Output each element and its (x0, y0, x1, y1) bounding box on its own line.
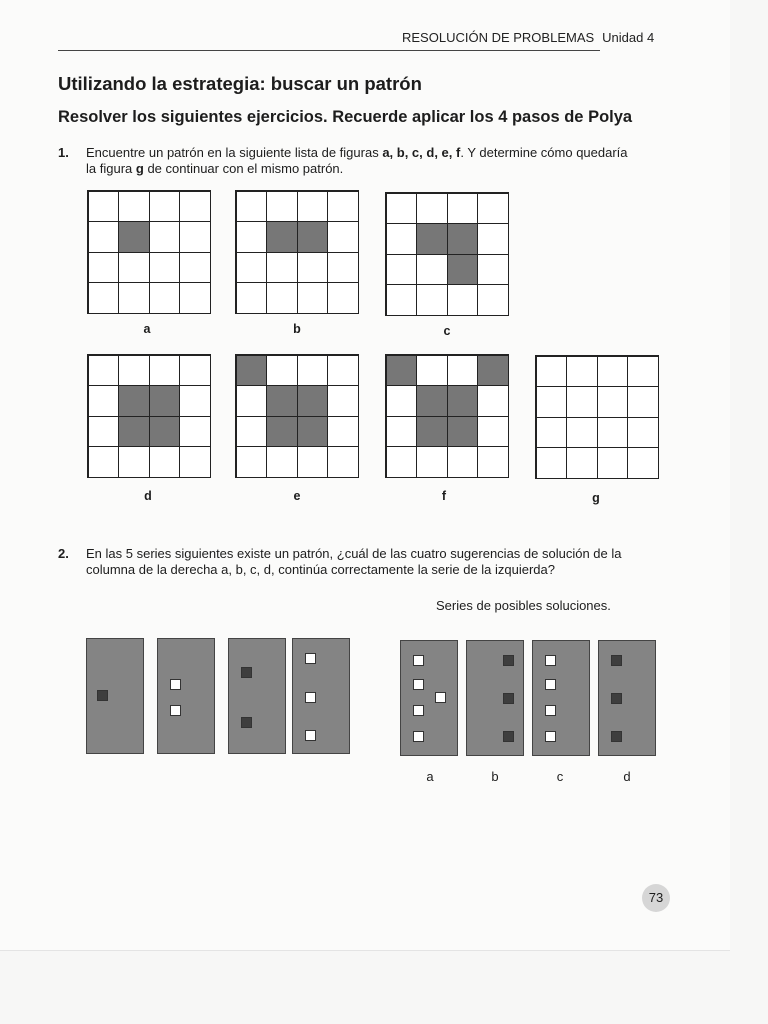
series-rect-1 (86, 638, 144, 754)
grid-cell (327, 416, 359, 448)
q2-number: 2. (58, 546, 69, 561)
header-section: RESOLUCIÓN DE PROBLEMAS (402, 30, 595, 45)
grid-cell (597, 356, 629, 388)
grid-cell (266, 282, 298, 314)
grid-cell (88, 221, 120, 253)
grid-cell (149, 355, 181, 387)
grid-cell-filled (118, 221, 150, 253)
white-square (545, 679, 556, 690)
dark-square (611, 655, 622, 666)
q1-text (86, 145, 676, 177)
grid-cell (179, 355, 211, 387)
grid-cell (149, 446, 181, 478)
dark-square (503, 655, 514, 666)
grid-cell (386, 385, 418, 417)
q1-text-g: g (135, 161, 144, 176)
grid-cell (149, 282, 181, 314)
grid-label-f: f (441, 489, 447, 503)
grid-cell (447, 193, 479, 225)
grid-cell (236, 282, 268, 314)
grid-cell-filled (386, 355, 418, 387)
grid-cell (627, 356, 659, 388)
pattern-grid-b (235, 190, 359, 314)
grid-cell (179, 191, 211, 223)
header-rule (58, 50, 600, 51)
white-square (413, 705, 424, 716)
grid-cell (386, 193, 418, 225)
solution-label-d: d (623, 769, 631, 784)
running-header (402, 30, 654, 45)
grid-cell-filled (266, 221, 298, 253)
grid-cell (536, 386, 568, 418)
grid-cell (236, 416, 268, 448)
solution-rect-a (400, 640, 458, 756)
grid-cell (236, 446, 268, 478)
q1-text-a: Encuentre un patrón en la siguiente lista de figuras (86, 145, 383, 160)
grid-cell (179, 252, 211, 284)
page-number: 73 (642, 884, 670, 912)
grid-cell (327, 282, 359, 314)
dark-square (503, 693, 514, 704)
grid-cell (88, 416, 120, 448)
grid-cell (88, 385, 120, 417)
pattern-grid-c (385, 192, 509, 316)
q1-text-c: la figura (86, 161, 136, 176)
grid-cell (566, 356, 598, 388)
dark-square (611, 731, 622, 742)
grid-cell-filled (149, 416, 181, 448)
pattern-grid-d (87, 354, 211, 478)
q2-line1: En las 5 series siguientes existe un patrón, ¿cuál de las cuatro sugerencias de solución de la (86, 546, 622, 561)
series-rect-2 (157, 638, 215, 754)
grid-cell (416, 446, 448, 478)
grid-cell (327, 385, 359, 417)
grid-cell (627, 447, 659, 479)
grid-cell (536, 356, 568, 388)
q1-text-d: de continuar con el mismo patrón. (143, 161, 344, 176)
grid-cell-filled (118, 416, 150, 448)
white-square (545, 705, 556, 716)
white-square (435, 692, 446, 703)
grid-cell (179, 221, 211, 253)
grid-cell (597, 417, 629, 449)
white-square (305, 692, 316, 703)
white-square (170, 705, 181, 716)
grid-label-a: a (143, 322, 151, 336)
grid-cell (416, 193, 448, 225)
grid-cell-filled (118, 385, 150, 417)
grid-cell (236, 221, 268, 253)
grid-cell (447, 446, 479, 478)
grid-cell (327, 221, 359, 253)
grid-cell (266, 355, 298, 387)
grid-cell (566, 447, 598, 479)
grid-cell-filled (266, 385, 298, 417)
grid-cell-filled (416, 416, 448, 448)
solutions-caption: Series de posibles soluciones. (436, 598, 611, 613)
grid-cell-filled (236, 355, 268, 387)
grid-cell (236, 385, 268, 417)
q1-text-bold: a, b, c, d, e, f (382, 145, 461, 160)
grid-cell (327, 252, 359, 284)
grid-cell (477, 223, 509, 255)
grid-label-e: e (293, 489, 301, 503)
grid-cell (597, 447, 629, 479)
page-subtitle: Resolver los siguientes ejercicios. Recuerde aplicar los 4 pasos de Polya (58, 108, 633, 126)
grid-cell (327, 446, 359, 478)
dark-square (241, 717, 252, 728)
grid-cell (118, 252, 150, 284)
white-square (413, 731, 424, 742)
page-title: Utilizando la estrategia: buscar un patrón (58, 73, 422, 94)
grid-cell (327, 191, 359, 223)
grid-cell (416, 254, 448, 286)
grid-cell (88, 282, 120, 314)
grid-cell (179, 385, 211, 417)
grid-cell (477, 193, 509, 225)
white-square (413, 655, 424, 666)
grid-cell (179, 282, 211, 314)
grid-cell (416, 284, 448, 316)
grid-label-b: b (293, 322, 301, 336)
q1-number: 1. (58, 145, 69, 160)
grid-cell-filled (477, 355, 509, 387)
grid-cell (566, 417, 598, 449)
grid-cell (627, 417, 659, 449)
white-square (170, 679, 181, 690)
grid-cell (179, 416, 211, 448)
grid-cell (179, 446, 211, 478)
grid-cell (597, 386, 629, 418)
solution-label-a: a (426, 769, 434, 784)
grid-cell (327, 355, 359, 387)
grid-cell (386, 223, 418, 255)
grid-cell (297, 355, 329, 387)
grid-cell (149, 252, 181, 284)
grid-cell (386, 284, 418, 316)
grid-cell (266, 446, 298, 478)
grid-cell (118, 446, 150, 478)
grid-cell-filled (297, 416, 329, 448)
dark-square (97, 690, 108, 701)
grid-cell (297, 191, 329, 223)
grid-cell (88, 252, 120, 284)
grid-cell-filled (297, 385, 329, 417)
q2-text (86, 546, 676, 578)
grid-cell (386, 446, 418, 478)
grid-label-c: c (443, 324, 451, 338)
grid-cell (386, 254, 418, 286)
grid-cell (88, 355, 120, 387)
grid-cell (477, 446, 509, 478)
grid-label-d: d (144, 489, 152, 503)
white-square (545, 731, 556, 742)
grid-cell (118, 355, 150, 387)
grid-cell (416, 355, 448, 387)
white-square (305, 653, 316, 664)
grid-cell-filled (447, 223, 479, 255)
grid-cell (236, 191, 268, 223)
white-square (305, 730, 316, 741)
grid-cell-filled (416, 223, 448, 255)
grid-cell (118, 282, 150, 314)
grid-cell-filled (416, 385, 448, 417)
white-square (413, 679, 424, 690)
grid-cell (386, 416, 418, 448)
grid-cell (477, 254, 509, 286)
white-square (545, 655, 556, 666)
grid-cell-filled (266, 416, 298, 448)
grid-cell (236, 252, 268, 284)
grid-cell (88, 446, 120, 478)
grid-cell (118, 191, 150, 223)
solution-rect-b (466, 640, 524, 756)
grid-cell (149, 221, 181, 253)
grid-cell (477, 416, 509, 448)
pattern-grid-e (235, 354, 359, 478)
solution-rect-c (532, 640, 590, 756)
solution-label-c: c (556, 769, 564, 784)
grid-cell (627, 386, 659, 418)
grid-cell (266, 191, 298, 223)
grid-cell (447, 284, 479, 316)
dark-square (241, 667, 252, 678)
grid-cell (536, 447, 568, 479)
grid-cell-filled (447, 254, 479, 286)
dark-square (611, 693, 622, 704)
solution-rect-d (598, 640, 656, 756)
grid-cell (297, 252, 329, 284)
series-rect-4 (292, 638, 350, 754)
q2-line2: columna de la derecha a, b, c, d, continúa correctamente la serie de la izquierda? (86, 562, 555, 577)
grid-cell (447, 355, 479, 387)
page-edge (0, 950, 730, 951)
grid-cell (297, 446, 329, 478)
grid-cell (477, 385, 509, 417)
grid-label-g: g (592, 491, 600, 505)
pattern-grid-a (87, 190, 211, 314)
grid-cell (149, 191, 181, 223)
grid-cell-filled (447, 385, 479, 417)
grid-cell-filled (149, 385, 181, 417)
grid-cell (477, 284, 509, 316)
header-unit: Unidad 4 (602, 30, 655, 45)
q1-text-b: . Y determine cómo quedaría (460, 145, 628, 160)
grid-cell-filled (447, 416, 479, 448)
grid-cell (88, 191, 120, 223)
grid-cell (536, 417, 568, 449)
grid-cell (566, 386, 598, 418)
solution-label-b: b (491, 769, 499, 784)
pattern-grid-g (535, 355, 659, 479)
grid-cell-filled (297, 221, 329, 253)
dark-square (503, 731, 514, 742)
grid-cell (297, 282, 329, 314)
series-rect-3 (228, 638, 286, 754)
pattern-grid-f (385, 354, 509, 478)
grid-cell (266, 252, 298, 284)
